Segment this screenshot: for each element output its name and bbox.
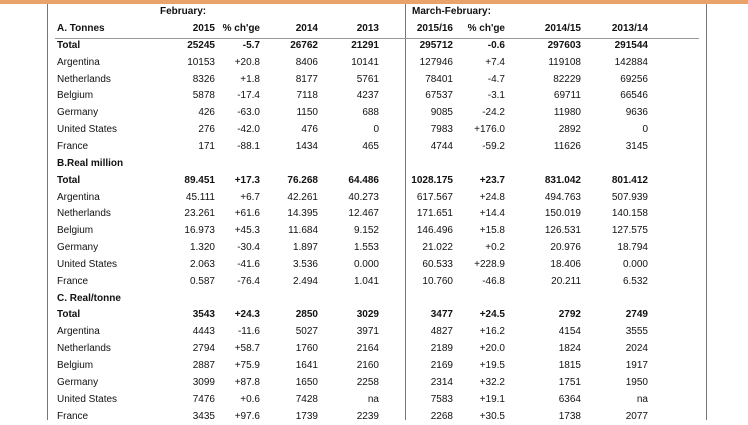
table-cell: +1.8 [240, 73, 260, 85]
table-cell: 1738 [558, 410, 581, 422]
column-header: 2013/14 [611, 23, 648, 34]
table-cell: +30.5 [479, 410, 505, 422]
table-cell: +24.8 [479, 191, 505, 203]
table-cell: +6.7 [240, 191, 260, 203]
table-cell: 9.152 [353, 225, 379, 237]
table-cell: 0 [373, 124, 379, 136]
table-cell: -3.1 [487, 90, 505, 102]
table-cell: na [636, 393, 648, 405]
table-cell: 10141 [351, 56, 379, 68]
table-cell: 16.973 [184, 225, 215, 237]
table-cell: 476 [301, 124, 318, 136]
table-cell: 1.041 [353, 275, 379, 287]
table-row [57, 257, 697, 274]
table-cell: 21291 [351, 39, 379, 51]
table-cell: +0.6 [240, 393, 260, 405]
row-label: United States [57, 258, 118, 270]
table-cell: 119108 [548, 56, 581, 68]
table-cell: 9085 [430, 107, 453, 119]
table-cell: 6364 [558, 393, 581, 405]
table-cell: 140.158 [611, 208, 648, 220]
table-cell: 1739 [295, 410, 318, 422]
table-cell: 2160 [356, 360, 379, 371]
table-cell: 10153 [187, 56, 215, 68]
table-cell: -11.6 [237, 326, 260, 338]
table-cell: 127.575 [611, 225, 648, 237]
table-cell: 3477 [430, 309, 453, 321]
table-cell: 1028.175 [411, 174, 453, 186]
table-cell: 14.395 [287, 208, 318, 220]
table-row [57, 240, 697, 257]
table-row [57, 358, 697, 375]
row-label: Belgium [57, 360, 94, 371]
table-cell: 20.976 [550, 242, 581, 254]
row-label: France [57, 275, 89, 287]
table-row [57, 105, 697, 122]
table-cell: 2024 [625, 343, 648, 355]
column-header: 2014 [295, 23, 318, 34]
table-cell: 297603 [547, 39, 581, 51]
table-row [57, 324, 697, 341]
table-cell: 5761 [356, 73, 379, 85]
table-cell: 11.684 [288, 225, 318, 237]
table-cell: 2164 [356, 343, 379, 355]
table-cell: +87.8 [234, 376, 260, 388]
row-label: Argentina [57, 191, 100, 203]
section-title-row [57, 156, 697, 173]
table-cell: +23.7 [479, 174, 505, 186]
row-label: Total [57, 174, 81, 186]
table-cell: 45.111 [185, 191, 215, 203]
table-row [57, 72, 697, 89]
table-cell: 1751 [558, 376, 581, 388]
table-cell: 150.019 [544, 208, 581, 220]
table-cell: 82229 [553, 73, 581, 85]
table-cell: 276 [198, 124, 215, 136]
table-cell: 25245 [187, 39, 215, 51]
table-row [57, 173, 697, 190]
table-cell: 7583 [430, 393, 453, 405]
table-cell: 3.536 [292, 258, 318, 270]
table-cell: 146.496 [416, 225, 453, 237]
row-label: Netherlands [57, 208, 111, 220]
table-row [57, 341, 697, 358]
column-header: 2015 [192, 23, 215, 34]
table-cell: +58.7 [234, 343, 260, 355]
row-label: Belgium [57, 90, 94, 102]
table-cell: 617.567 [416, 191, 453, 203]
table-cell: 64.486 [348, 174, 379, 186]
table-row [57, 122, 697, 139]
row-label: France [57, 140, 89, 152]
table-cell: 0 [642, 124, 648, 136]
table-cell: 67537 [425, 90, 453, 102]
table-cell: +0.2 [485, 242, 505, 254]
table-cell: 1650 [295, 376, 318, 388]
table-cell: 4443 [192, 326, 215, 338]
table-cell: 5027 [295, 326, 318, 338]
table-row [57, 375, 697, 392]
table-cell: 3099 [192, 376, 215, 388]
row-label: Germany [57, 107, 99, 119]
table-cell: 2749 [625, 309, 648, 321]
table-cell: 3435 [192, 410, 215, 422]
table-row [57, 223, 697, 240]
table-cell: -24.2 [482, 107, 505, 119]
table-cell: +20.0 [479, 343, 505, 355]
table-cell: 60.533 [422, 258, 453, 270]
table-cell: 4237 [356, 90, 379, 102]
period-label-march-february: March-February: [412, 6, 491, 17]
table-cell: 494.763 [544, 191, 581, 203]
table-cell: 142884 [614, 56, 648, 68]
table-cell: 2.063 [189, 258, 215, 270]
table-cell: +45.3 [234, 225, 260, 237]
table-cell: +32.2 [479, 376, 505, 388]
header-row [57, 21, 697, 38]
table-cell: 7476 [192, 393, 215, 405]
table-cell: 4827 [430, 326, 453, 338]
table-cell: 42.261 [287, 191, 318, 203]
table-cell: 2892 [558, 124, 581, 136]
table-cell: 2169 [430, 360, 453, 371]
table-cell: +17.3 [234, 174, 260, 186]
table-cell: 0.587 [189, 275, 215, 287]
table-cell: 4744 [430, 140, 453, 152]
table-cell: 3145 [625, 140, 648, 152]
table-cell: +16.2 [479, 326, 505, 338]
column-header: 2015/16 [416, 23, 453, 34]
table-cell: 40.273 [348, 191, 379, 203]
row-label: Argentina [57, 56, 100, 68]
table-cell: +75.9 [234, 360, 260, 371]
section-title-row [57, 291, 697, 308]
table-cell: 8406 [295, 56, 318, 68]
table-cell: 2077 [625, 410, 648, 422]
row-label: Netherlands [57, 73, 111, 85]
table-cell: 507.939 [611, 191, 648, 203]
table-cell: 2887 [192, 360, 215, 371]
table-cell: 1760 [295, 343, 318, 355]
table-row [57, 38, 697, 55]
table-cell: 1.897 [292, 242, 318, 254]
table-cell: 23.261 [184, 208, 215, 220]
table-cell: +228.9 [474, 258, 505, 270]
table-cell: 2189 [430, 343, 453, 355]
table-cell: 7983 [430, 124, 453, 136]
table-cell: 2850 [295, 309, 318, 321]
table-cell: 465 [362, 140, 379, 152]
table-cell: 1950 [625, 376, 648, 388]
table-row [57, 88, 697, 105]
table-cell: 2794 [192, 343, 215, 355]
table-cell: 8177 [295, 73, 318, 85]
table-cell: 0.000 [622, 258, 648, 270]
table-cell: 7118 [296, 90, 318, 102]
table-cell: 2258 [356, 376, 379, 388]
table-row [57, 409, 697, 425]
table-cell: 1824 [558, 343, 581, 355]
row-label: Netherlands [57, 343, 111, 355]
table-cell: 11626 [553, 140, 581, 152]
header-separator [55, 38, 699, 39]
row-label: United States [57, 124, 118, 136]
row-label: Argentina [57, 326, 100, 338]
table-cell: +7.4 [485, 56, 505, 68]
table-cell: 831.042 [544, 174, 581, 186]
table-cell: 2268 [430, 410, 453, 422]
table-cell: 127946 [419, 56, 453, 68]
row-label: United States [57, 393, 118, 405]
table-row [57, 206, 697, 223]
table-cell: 2792 [558, 309, 581, 321]
table-cell: +97.6 [234, 410, 260, 422]
table-cell: -41.6 [237, 258, 260, 270]
table-cell: 10.760 [422, 275, 453, 287]
table-cell: 2314 [430, 376, 453, 388]
table-cell: -17.4 [237, 90, 260, 102]
table-cell: -0.6 [487, 39, 505, 51]
table-cell: +15.8 [479, 225, 505, 237]
table-cell: 1150 [296, 107, 318, 119]
table-cell: -30.4 [237, 242, 260, 254]
table-cell: 426 [198, 107, 215, 119]
column-header: % ch'ge [222, 23, 260, 34]
table-cell: 78401 [425, 73, 453, 85]
table-cell: na [367, 393, 379, 405]
table-row [57, 139, 697, 156]
table-cell: +20.8 [234, 56, 260, 68]
table-cell: 21.022 [422, 242, 453, 254]
table-cell: 18.794 [617, 242, 648, 254]
row-label: France [57, 410, 89, 422]
table-cell: -42.0 [237, 124, 260, 136]
table-row [57, 55, 697, 72]
table-cell: +19.5 [479, 360, 505, 371]
table-cell: +19.1 [479, 393, 505, 405]
table-cell: -59.2 [482, 140, 505, 152]
table-row [57, 392, 697, 409]
table-cell: 0.000 [353, 258, 379, 270]
table-row [57, 190, 697, 207]
table-cell: 69256 [620, 73, 648, 85]
table-cell: 4154 [558, 326, 581, 338]
table-cell: -88.1 [237, 140, 260, 152]
row-label: Belgium [57, 225, 94, 237]
table-cell: 3971 [356, 326, 379, 338]
table-cell: 295712 [419, 39, 453, 51]
row-label: Total [57, 39, 81, 51]
table-cell: 1434 [295, 140, 318, 152]
table-cell: +24.5 [479, 309, 505, 321]
table-cell: 76.268 [287, 174, 318, 186]
table-cell: 3029 [356, 309, 379, 321]
table-cell: 9636 [625, 107, 648, 119]
table-cell: -4.7 [487, 73, 505, 85]
table-cell: 801.412 [611, 174, 648, 186]
table-cell: 18.406 [550, 258, 581, 270]
table-cell: 1.553 [353, 242, 379, 254]
table-row [57, 307, 697, 324]
table-cell: 26762 [290, 39, 318, 51]
row-label: Germany [57, 242, 99, 254]
table-cell: 126.531 [544, 225, 581, 237]
table-cell: 2239 [356, 410, 379, 422]
table-cell: -46.8 [482, 275, 505, 287]
table-cell: 1.320 [189, 242, 215, 254]
table-cell: 5878 [192, 90, 215, 102]
column-header: 2013 [356, 23, 379, 34]
table-cell: -63.0 [237, 107, 260, 119]
row-label: Total [57, 309, 81, 321]
table-cell: 3555 [625, 326, 648, 338]
row-label: Germany [57, 376, 99, 388]
table-cell: +24.3 [234, 309, 260, 321]
table-cell: 1815 [558, 360, 581, 371]
column-header: 2014/15 [544, 23, 581, 34]
section-title: A. Tonnes [57, 23, 105, 34]
table-row [57, 274, 697, 291]
table-cell: 7428 [295, 393, 318, 405]
table-cell: 20.211 [551, 275, 581, 287]
table-cell: 3543 [192, 309, 215, 321]
table-cell: 1641 [295, 360, 318, 371]
period-label-february: February: [160, 6, 207, 17]
section-title: B.Real million [57, 157, 124, 169]
table-cell: 2.494 [292, 275, 318, 287]
table-cell: 69711 [553, 90, 581, 102]
table-cell: -5.7 [242, 39, 260, 51]
table-cell: 6.532 [622, 275, 648, 287]
table-cell: 8326 [192, 73, 215, 85]
table-cell: 291544 [614, 39, 648, 51]
column-header: % ch'ge [467, 23, 505, 34]
table-cell: +14.4 [479, 208, 505, 220]
table-cell: 11980 [553, 107, 581, 119]
table-cell: 171.651 [416, 208, 453, 220]
table-cell: 171 [198, 140, 215, 152]
table-cell: 688 [362, 107, 379, 119]
table-cell: 12.467 [348, 208, 379, 220]
table-cell: -76.4 [237, 275, 260, 287]
section-title: C. Real/tonne [57, 292, 121, 304]
table-cell: +61.6 [234, 208, 260, 220]
table-cell: 89.451 [184, 174, 215, 186]
table-cell: 1917 [625, 360, 648, 371]
table-cell: 66546 [620, 90, 648, 102]
table-cell: +176.0 [474, 124, 505, 136]
